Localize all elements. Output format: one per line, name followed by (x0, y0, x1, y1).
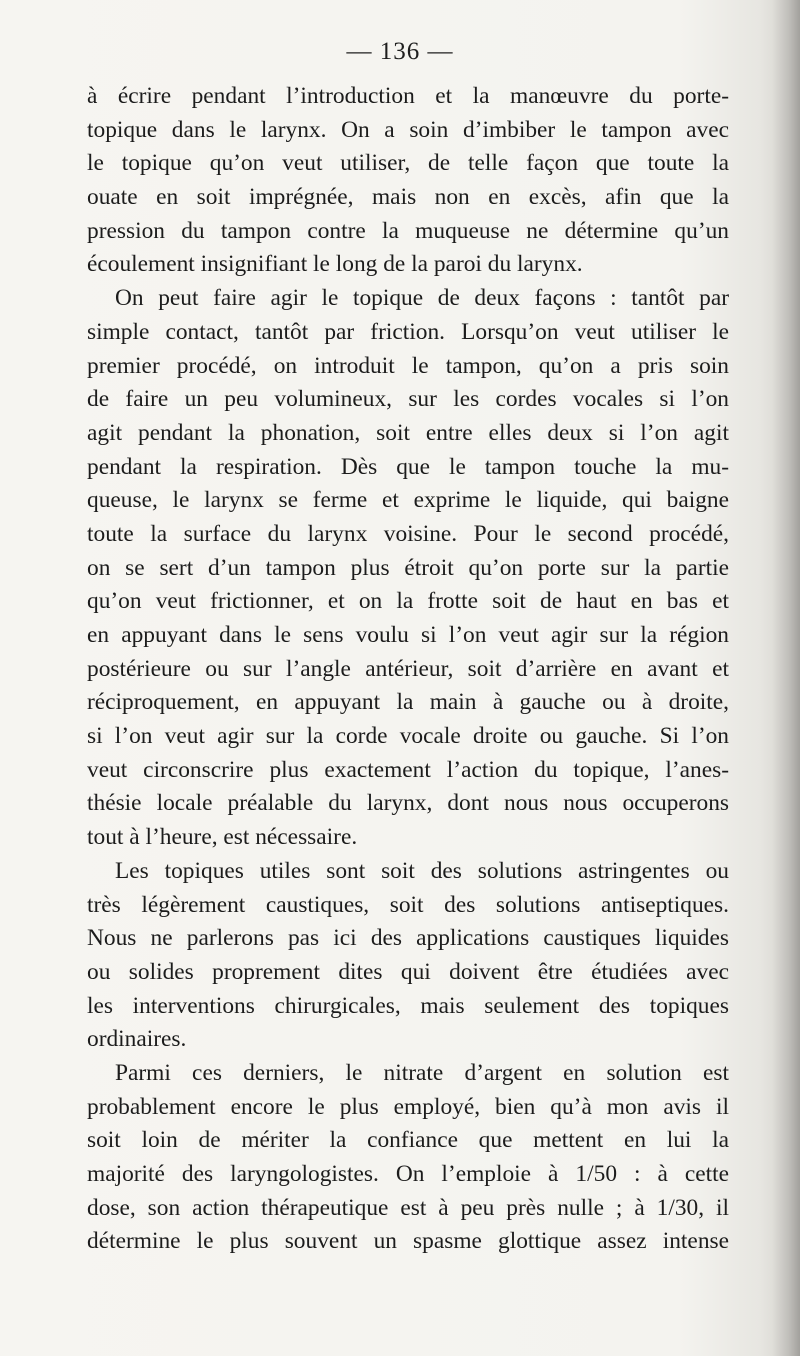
text-line: soit loin de mériter la confiance que mettent en lui la (87, 1127, 729, 1154)
text-line: thésie locale préalable du larynx, dont nous nous occuperons (87, 790, 729, 817)
text-line: écoulement insignifiant le long de la paroi du larynx. (87, 251, 583, 278)
text-line: détermine le plus souvent un spasme glottique assez intense (87, 1228, 729, 1255)
text-line: toute la surface du larynx voisine. Pour le second procédé, (87, 520, 729, 547)
text-line: veut circonscrire plus exactement l’action du topique, l’anes- (87, 756, 729, 783)
text-line: queuse, le larynx se ferme et exprime le liquide, qui baigne (87, 487, 729, 514)
text-line: très légèrement caustiques, soit des solutions antiseptiques. (87, 891, 729, 918)
text-line: ouate en soit imprégnée, mais non en excès, afin que la (87, 184, 729, 211)
text-line: majorité des laryngologistes. On l’emploie à 1/50 : à cette (87, 1161, 729, 1187)
text-line: simple contact, tantôt par friction. Lorsqu’on veut utiliser le (87, 318, 729, 345)
page-number: — 136 — (346, 38, 454, 65)
paragraph-start-line: Les topiques utiles sont soit des solutions astringentes ou (115, 857, 729, 884)
text-line: Nous ne parlerons pas ici des applications caustiques liquides (87, 925, 729, 952)
text-line: à écrire pendant l’introduction et la manœuvre du porte- (87, 83, 729, 109)
text-line: dose, son action thérapeutique est à peu près nulle ; à 1/30, il (87, 1194, 729, 1221)
text-line: postérieure ou sur l’angle antérieur, soit d’arrière en avant et (87, 655, 729, 682)
page-edge-shadow (772, 0, 800, 1356)
text-line: de faire un peu volumineux, sur les cordes vocales si l’on (87, 386, 729, 413)
text-line: ordinaires. (87, 1026, 187, 1053)
text-line: qu’on veut frictionner, et on la frotte soit de haut en bas et (87, 588, 729, 615)
text-line: probablement encore le plus employé, bien qu’à mon avis il (87, 1093, 729, 1120)
text-line: en appuyant dans le sens voulu si l’on veut agir sur la région (87, 622, 729, 648)
text-line: si l’on veut agir sur la corde vocale droite ou gauche. Si l’on (87, 723, 729, 750)
text-line: réciproquement, en appuyant la main à gauche ou à droite, (87, 689, 729, 716)
text-line: ou solides proprement dites qui doivent être étudiées avec (87, 958, 729, 985)
paragraph-start-line: On peut faire agir le topique de deux façons : tantôt par (115, 285, 729, 312)
text-line: le topique qu’on veut utiliser, de telle façon que toute la (87, 150, 729, 177)
paragraph-start-line: Parmi ces derniers, le nitrate d’argent en solution est (115, 1059, 729, 1086)
text-line: premier procédé, on introduit le tampon, qu’on a pris soin (87, 352, 729, 379)
text-line: les interventions chirurgicales, mais seulement des topiques (87, 992, 729, 1019)
text-line: agit pendant la phonation, soit entre elles deux si l’on agit (87, 419, 729, 446)
text-line: tout à l’heure, est nécessaire. (87, 824, 358, 851)
body-text (87, 80, 729, 1259)
text-line: on se sert d’un tampon plus étroit qu’on porte sur la partie (87, 554, 729, 581)
text-line: topique dans le larynx. On a soin d’imbiber le tampon avec (87, 116, 729, 143)
text-line: pendant la respiration. Dès que le tampon touche la mu- (87, 453, 729, 480)
text-line: pression du tampon contre la muqueuse ne détermine qu’un (87, 217, 729, 244)
